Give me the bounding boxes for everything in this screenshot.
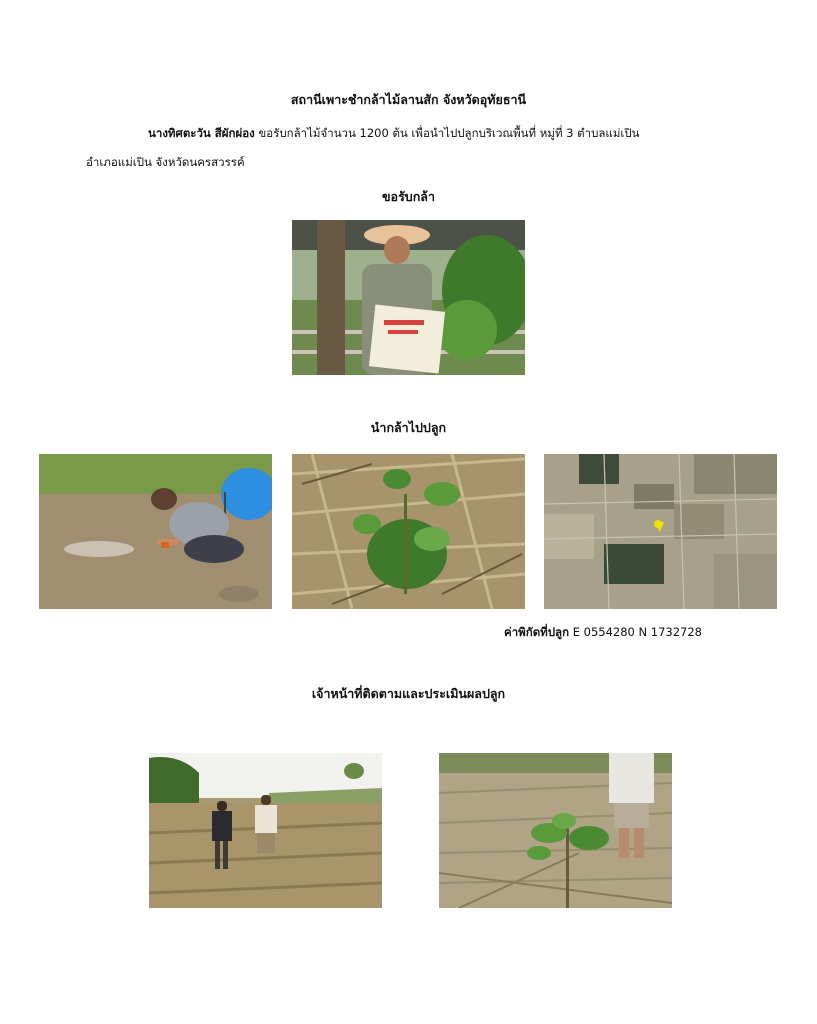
photo-receive-seedlings	[292, 220, 525, 375]
paragraph-line-2: อำเภอแม่เปิน จังหวัดนครสวรรค์	[86, 155, 245, 169]
section-heading-receive: ขอรับกล้า	[382, 189, 435, 204]
coords-label: ค่าพิกัดที่ปลูก	[504, 625, 570, 639]
photo-seedling-closeup	[292, 454, 525, 609]
photo-satellite-map	[544, 454, 777, 609]
photo-planting-woman	[39, 454, 272, 609]
paragraph-line-1	[148, 125, 748, 141]
page-title: สถานีเพาะชำกล้าไม้ลานสัก จังหวัดอุทัยธานี	[290, 92, 527, 107]
recipient-name: นางทิศตะวัน สีผักผ่อง	[148, 126, 255, 140]
request-details: ขอรับกล้าไม้จำนวน 1200 ต้น เพื่อนำไปปลูกบริเวณพื้นที่ หมู่ที่ 3 ตำบลแม่เปิน	[254, 126, 640, 140]
section-heading-followup: เจ้าหน้าที่ติดตามและประเมินผลปลูก	[311, 686, 506, 701]
photo-officers-field	[149, 753, 382, 908]
coords-value: E 0554280 N 1732728	[569, 625, 702, 639]
planting-coordinates	[504, 624, 702, 642]
section-heading-planting: นำกล้าไปปลูก	[370, 420, 447, 435]
photo-young-tree	[439, 753, 672, 908]
